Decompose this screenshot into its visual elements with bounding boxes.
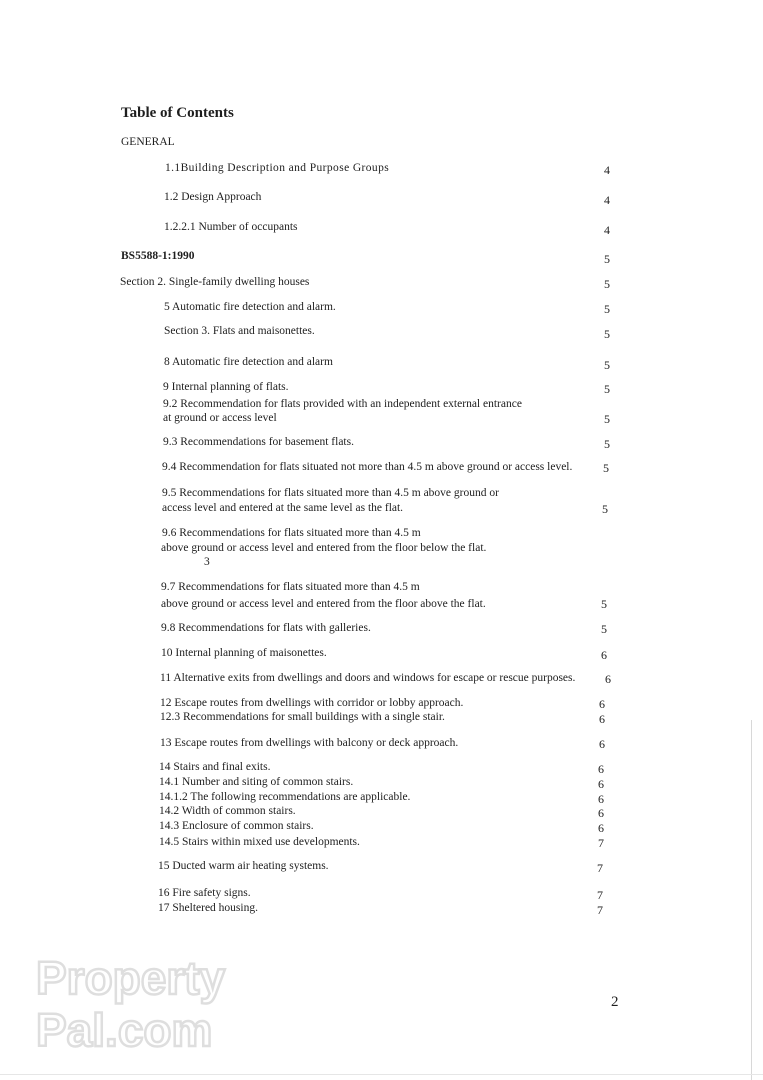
toc-page: 4: [604, 163, 610, 177]
toc-entry-continuation: at ground or access level: [163, 412, 277, 424]
toc-entry-continuation: above ground or access level and entered from the floor below the flat.: [161, 542, 487, 554]
toc-entry: 16 Fire safety signs.: [158, 887, 251, 899]
toc-page: 7: [598, 836, 604, 850]
toc-stray-number: 3: [204, 556, 210, 568]
toc-entry: 14.2 Width of common stairs.: [159, 805, 296, 817]
toc-entry: 17 Sheltered housing.: [158, 902, 258, 914]
toc-page: 6: [598, 762, 604, 776]
toc-page: 5: [601, 597, 607, 611]
toc-page: 5: [604, 302, 610, 316]
toc-page: 6: [599, 697, 605, 711]
toc-page: 5: [604, 358, 610, 372]
toc-entry: 9.5 Recommendations for flats situated more than 4.5 m above ground or: [162, 487, 499, 499]
toc-heading-bs5588: BS5588-1:1990: [121, 250, 195, 262]
scan-edge-line: [0, 1074, 763, 1075]
toc-page: 6: [605, 672, 611, 686]
toc-entry: 14.3 Enclosure of common stairs.: [159, 820, 314, 832]
toc-page: 5: [604, 437, 610, 451]
toc-page: 7: [597, 903, 603, 917]
toc-entry: 10 Internal planning of maisonettes.: [161, 647, 327, 659]
toc-entry: 1.2.2.1 Number of occupants: [164, 221, 298, 233]
toc-entry: 9.4 Recommendation for flats situated not more than 4.5 m above ground or access level.: [162, 461, 573, 473]
toc-entry: 14 Stairs and final exits.: [159, 761, 271, 773]
toc-entry: 14.5 Stairs within mixed use developments.: [159, 836, 360, 848]
toc-entry: 8 Automatic fire detection and alarm: [164, 356, 333, 368]
toc-entry: 5 Automatic fire detection and alarm.: [164, 301, 336, 313]
toc-page: 5: [601, 622, 607, 636]
toc-entry: 15 Ducted warm air heating systems.: [158, 860, 329, 872]
toc-entry: 9.8 Recommendations for flats with galleries.: [161, 622, 371, 634]
toc-page: 5: [602, 502, 608, 516]
toc-page: 6: [599, 737, 605, 751]
toc-entry-continuation: access level and entered at the same level as the flat.: [162, 502, 404, 514]
toc-page: 6: [598, 821, 604, 835]
toc-page: 6: [598, 806, 604, 820]
toc-entry: 9.7 Recommendations for flats situated more than 4.5 m: [161, 581, 420, 593]
toc-entry: 12 Escape routes from dwellings with corridor or lobby approach.: [160, 697, 464, 709]
toc-entry: Section 2. Single-family dwelling houses: [120, 276, 310, 288]
toc-page: 5: [604, 327, 610, 341]
toc-page: 7: [597, 861, 603, 875]
toc-entry: 1.2 Design Approach: [164, 191, 262, 203]
toc-heading-general: GENERAL: [121, 136, 175, 148]
toc-page: 5: [604, 382, 610, 396]
toc-entry: 1.1Building Description and Purpose Groups: [165, 162, 390, 174]
scan-edge-line: [751, 720, 752, 1080]
toc-page: 4: [604, 223, 610, 237]
toc-page: 7: [597, 888, 603, 902]
toc-page: 5: [604, 252, 610, 266]
page-number: 2: [611, 994, 619, 1010]
toc-page: 5: [604, 412, 610, 426]
propertypal-watermark: [32, 946, 247, 1054]
toc-entry: 14.1.2 The following recommendations are applicable.: [159, 791, 411, 803]
toc-page: 5: [604, 277, 610, 291]
toc-page: 6: [598, 792, 604, 806]
toc-entry: 12.3 Recommendations for small buildings with a single stair.: [160, 711, 445, 723]
toc-page: 5: [603, 461, 609, 475]
page-title: Table of Contents: [121, 105, 234, 121]
svg-text:Pal.com: Pal.com: [36, 1004, 213, 1054]
toc-page: 6: [601, 648, 607, 662]
toc-entry: 11 Alternative exits from dwellings and doors and windows for escape or rescue purposes.: [160, 672, 576, 684]
toc-entry: 9.2 Recommendation for flats provided with an independent external entrance: [163, 398, 522, 410]
toc-entry: 9 Internal planning of flats.: [163, 381, 289, 393]
toc-page: 4: [604, 193, 610, 207]
toc-entry: 13 Escape routes from dwellings with balcony or deck approach.: [160, 737, 459, 749]
toc-entry-continuation: above ground or access level and entered from the floor above the flat.: [161, 598, 486, 610]
svg-text:Property: Property: [36, 952, 226, 1004]
toc-entry: 9.3 Recommendations for basement flats.: [163, 436, 354, 448]
toc-page: 6: [598, 777, 604, 791]
toc-page: 6: [599, 712, 605, 726]
toc-entry: Section 3. Flats and maisonettes.: [164, 325, 315, 337]
toc-entry: 9.6 Recommendations for flats situated more than 4.5 m: [162, 527, 421, 539]
toc-entry: 14.1 Number and siting of common stairs.: [159, 776, 354, 788]
